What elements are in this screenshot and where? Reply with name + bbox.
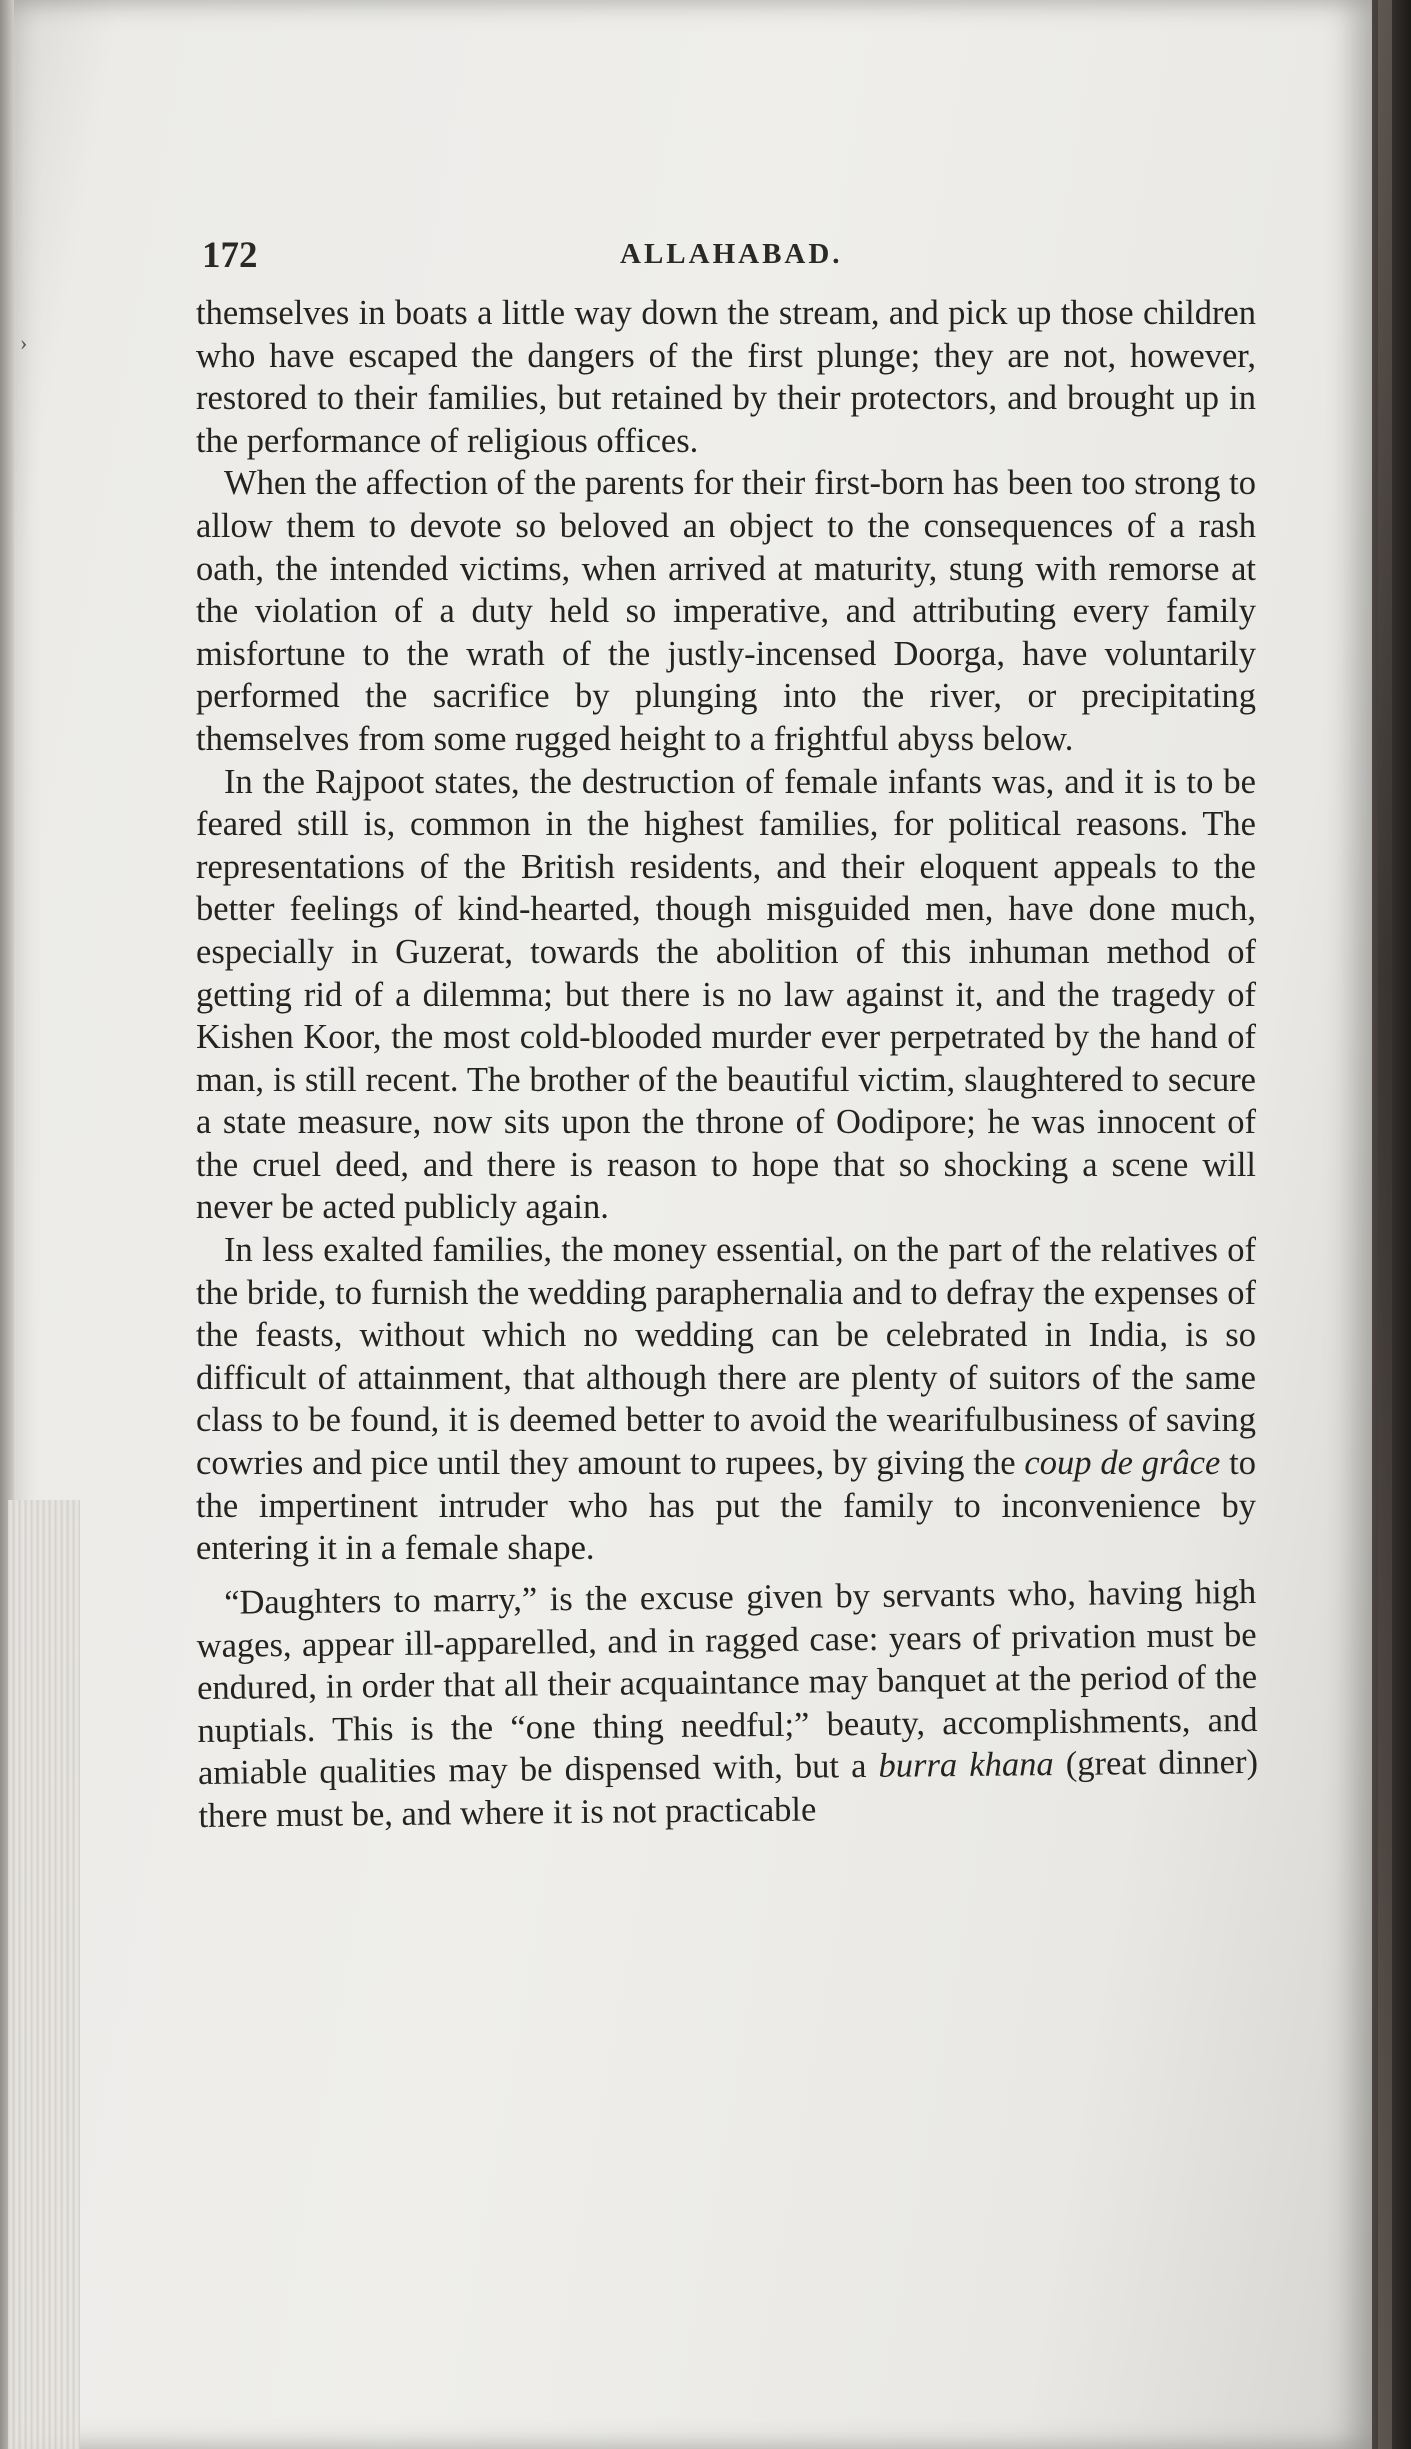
italic-phrase: burra khana (878, 1745, 1054, 1786)
paragraph-text: In the Rajpoot states, the destruction of female infants was, and it is to be feared still is, common in the highest families, for political reasons. The representations of the British residents, and their eloquent appeals to the better feelings of kind-hearted, though misguided men, have done much, especially in Guzerat, towards the abolition of this inhuman method of getting rid of a dilemma; but there is no law against it, and the tragedy of Kishen Koor, the most cold-blooded murder ever perpetrated by the hand of man, is still recent. The brother of the beautiful victim, slaughtered to secure a state measure, now sits upon the throne of Oodipore; he was innocent of the cruel deed, and there is reason to hope that so shocking a scene will never be acted publicly again. (196, 762, 1256, 1227)
paragraph-text: When the affection of the parents for their first-born has been too strong to allow them to devote so beloved an object to the consequences of a rash oath, the intended victims, when arrived at maturity, stung with remorse at the violation of a duty held so imperative, and attributing every family misfortune to the wrath of the justly-incensed Doorga, have voluntarily performed the sacrifice by plunging into the river, or precipitating themselves from some rugged height to a frightful abyss below. (196, 464, 1256, 758)
paragraph (196, 1229, 1256, 1570)
paragraph-text: In less exalted families, the money essential, on the part of the relatives of the bride, to furnish the wedding paraphernalia and to defray the expenses of the feasts, without which no wedding can be celebrated in India, is so difficult of attainment, that although there are plenty of suitors of the same class to be found, it is deemed better to avoid the wearifulbusiness of saving cowries and pice until they amount to rupees, by giving the (196, 1231, 1256, 1483)
paragraph (196, 1571, 1259, 1838)
italic-phrase: coup de grâce (1024, 1444, 1221, 1483)
running-head: ALLAHABAD. (620, 238, 843, 270)
book-spine (1378, 0, 1392, 2449)
paragraph-text: (great dinner) there must be, and where it is not practicable (198, 1743, 1259, 1835)
paragraph (196, 462, 1256, 760)
cloth-background (8, 1500, 80, 2449)
edge-mark: › (20, 330, 28, 355)
page-number: 172 (202, 235, 258, 276)
paragraph (196, 761, 1256, 1230)
page-header (190, 226, 1270, 286)
paragraph-text: “Daughters to marry,” is the excuse given by servants who, having high wages, appear ill-apparelled, and in ragged case: years of privation must be endured, in order that all their acquaintance may banquet at the period of the nuptials. This is the “one thing needful;” beauty, accomplishments, and amiable qualities may be dispensed with, but a (196, 1572, 1258, 1793)
paragraph (196, 292, 1256, 462)
paragraph-text: themselves in boats a little way down the stream, and pick up those children who have escaped the dangers of the first plunge; they are not, however, restored to their families, but retained by their protectors, and brought up in the performance of religious offices. (196, 294, 1256, 460)
paragraph-text: to the impertinent intruder who has put the family to inconvenience by entering it in a female shape. (196, 1444, 1256, 1568)
body-text (196, 292, 1259, 1837)
